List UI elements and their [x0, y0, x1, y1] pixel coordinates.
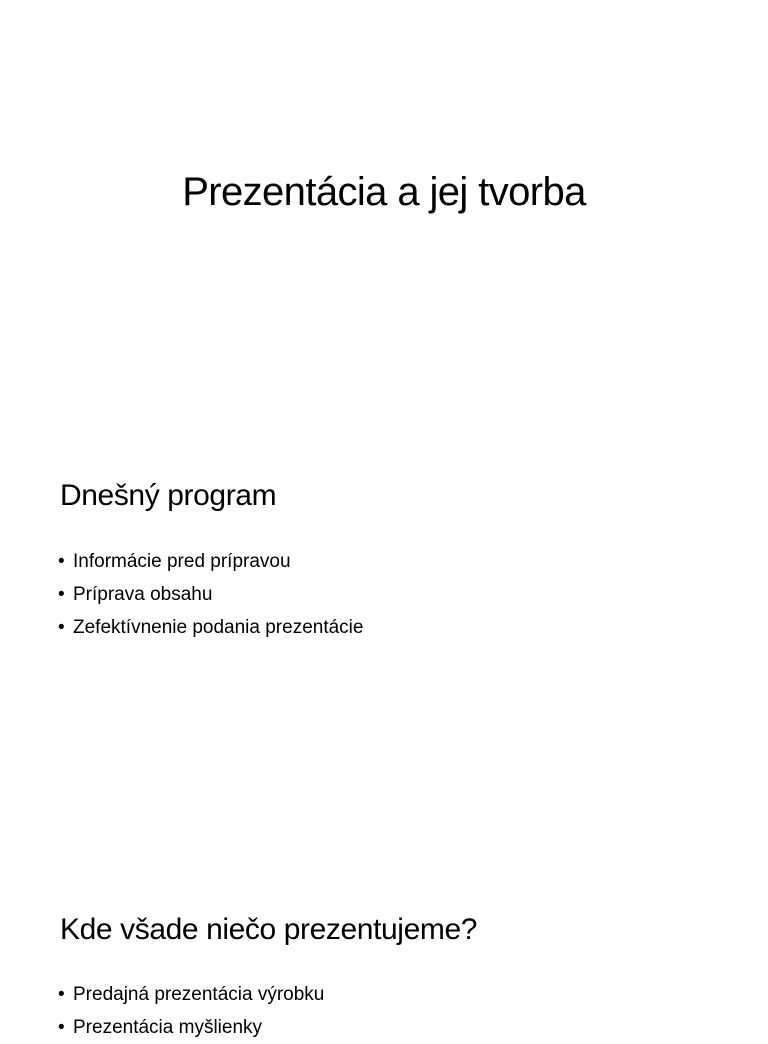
list-item	[58, 1011, 324, 1044]
bullet-list	[58, 978, 324, 1044]
bullet-icon: •	[58, 1017, 65, 1038]
bullet-icon: •	[58, 617, 65, 638]
slide-heading: Dnešný program	[60, 479, 277, 512]
bullet-icon: •	[58, 551, 65, 572]
list-item	[58, 578, 363, 611]
list-item-text: Príprava obsahu	[73, 584, 213, 605]
list-item	[58, 545, 363, 578]
list-item-text: Prezentácia myšlienky	[73, 1017, 263, 1038]
list-item	[58, 611, 363, 644]
slide-title	[0, 0, 768, 432]
list-item-text: Zefektívnenie podania prezentácie	[73, 617, 364, 638]
bullet-icon: •	[58, 584, 65, 605]
bullet-list	[58, 545, 363, 644]
slide-heading: Kde všade niečo prezentujeme?	[60, 913, 478, 946]
slide-program	[0, 432, 768, 864]
bullet-icon: •	[58, 984, 65, 1005]
list-item	[58, 978, 324, 1011]
list-item-text: Predajná prezentácia výrobku	[73, 984, 325, 1005]
list-item-text: Informácie pred prípravou	[73, 551, 291, 572]
slide-where-we-present	[0, 864, 768, 1038]
presentation-title: Prezentácia a jej tvorba	[182, 170, 586, 214]
